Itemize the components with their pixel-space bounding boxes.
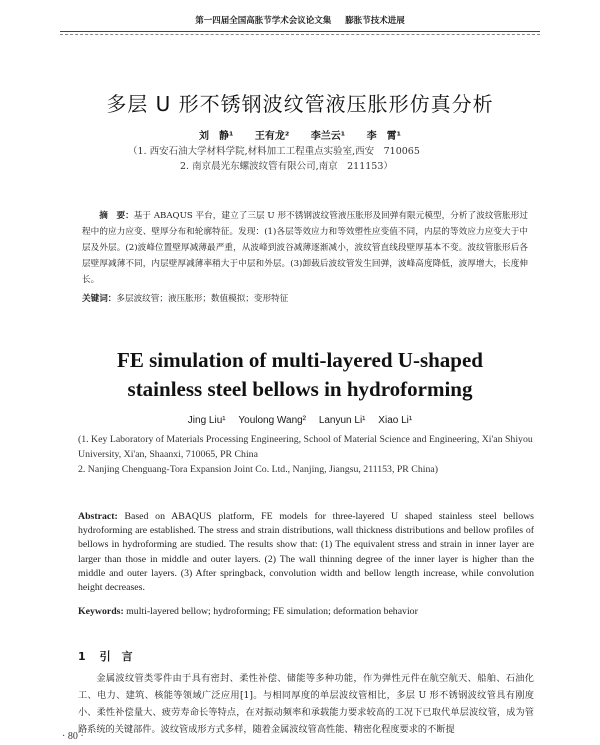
section-number: 1 (78, 650, 86, 663)
author: Jing Liu¹ (187, 415, 226, 426)
chinese-abstract (82, 208, 528, 288)
chinese-title: 多层 U 形不锈钢波纹管液压胀形仿真分析 (106, 92, 494, 116)
english-keywords (78, 606, 534, 617)
author: 李 霄¹ (366, 131, 401, 142)
chinese-authors (0, 127, 600, 142)
english-affiliation-2: 2. Nanjing Chenguang-Tora Expansion Joint Co. Ltd., Nanjing, Jiangsu, 211153, PR China) (78, 464, 438, 475)
author: 王有龙² (254, 131, 290, 142)
author: Lanyun Li¹ (318, 415, 366, 426)
keywords-label: 关键词： (82, 294, 117, 304)
author: 刘 静¹ (198, 131, 234, 142)
page-number: · 80 · (62, 731, 84, 742)
abstract-text: Based on ABAQUS platform, FE models for three-layered U shaped stainless steel bellows hydroforming are established. The stress and strain distributions, wall thickness distributions and bellow profiles of bellows in hydroforming are studied. The results show that: (1) The equivalent stress and strain in inner layer are larger than those in middle and outer layers. (2) The wall thinning degree of the inner layer is higher than the middle and outer layers. (3) After springback, convolution width and bellow length increase, while convolution height decreases. (78, 511, 534, 594)
header-rule-dashed (60, 34, 540, 35)
chinese-affiliation-1: （1. 西安石油大学材料学院,材料加工工程重点实验室,西安 710065 (128, 146, 420, 157)
english-authors (0, 415, 600, 426)
english-abstract (78, 510, 534, 595)
section-heading (78, 648, 147, 664)
abstract-label: Abstract: (78, 511, 118, 522)
author: Xiao Li¹ (378, 415, 413, 426)
english-title-line-1: FE simulation of multi-layered U-shaped (117, 348, 483, 372)
running-header (0, 14, 600, 26)
chinese-keywords (82, 292, 528, 304)
english-affiliation-1: (1. Key Laboratory of Materials Processing Engineering, School of Material Science and Engineering, Xi'an Shiyou University, Xi'an, Shaanxi, 710065, PR China (78, 434, 533, 460)
journal-name: 第一四届全国高胀节学术会议论文集 (195, 16, 332, 26)
english-title (0, 346, 600, 404)
introduction-text: 金属波纹管类零件由于具有密封、柔性补偿、储能等多种功能，作为弹性元件在航空航天、船舶、石油化工、电力、建筑、核能等领域广泛应用[1]。与相同厚度的单层波纹管相比，多层 U 形不锈钢波纹管具有刚度小、柔性补偿量大、疲劳寿命长等特点，在对振动频率和承载能力要求较高的工况下已取代单层波纹管，成为管路系统的关键部件。波纹管成形方式多样，随着金属波纹管高性能、精密化程度要求的不断提 (78, 673, 534, 735)
abstract-label: 摘 要： (99, 211, 134, 221)
section-name: 膨胀节技术进展 (345, 16, 405, 26)
section-title: 引 言 (99, 650, 133, 663)
keywords-text: multi-layered bellow; hydroforming; FE simulation; deformation behavior (126, 606, 418, 617)
keywords-label: Keywords: (78, 606, 124, 617)
english-title-line-2: stainless steel bellows in hydroforming (127, 377, 473, 401)
header-rule (60, 31, 540, 32)
author: 李兰云¹ (310, 131, 346, 142)
chinese-affiliation-2: 2. 南京晨光东螺波纹管有限公司,南京 211153） (180, 161, 393, 172)
author: Youlong Wang² (238, 415, 307, 426)
abstract-text: 基于 ABAQUS 平台，建立了三层 U 形不锈钢波纹管液压胀形及回弹有限元模型，分析了波纹管胀形过程中的应力应变、壁厚分布和轮廓特征。发现：(1)各层等效应力和等效塑性应变值不同，内层的等效应力应变大于中层及外层。(2)波峰位置壁厚减薄最严重，从波峰到波谷减薄逐渐减小，波纹管直线段壁厚基本不变。波纹管胀形后各层壁厚减薄不同，内层壁厚减薄率稍大于中层和外层。(3)卸载后波纹管发生回弹，波峰高度降低，波厚增大，长度伸长。 (82, 211, 528, 285)
keywords-text: 多层波纹管；液压胀形；数值模拟；变形特征 (116, 294, 289, 304)
